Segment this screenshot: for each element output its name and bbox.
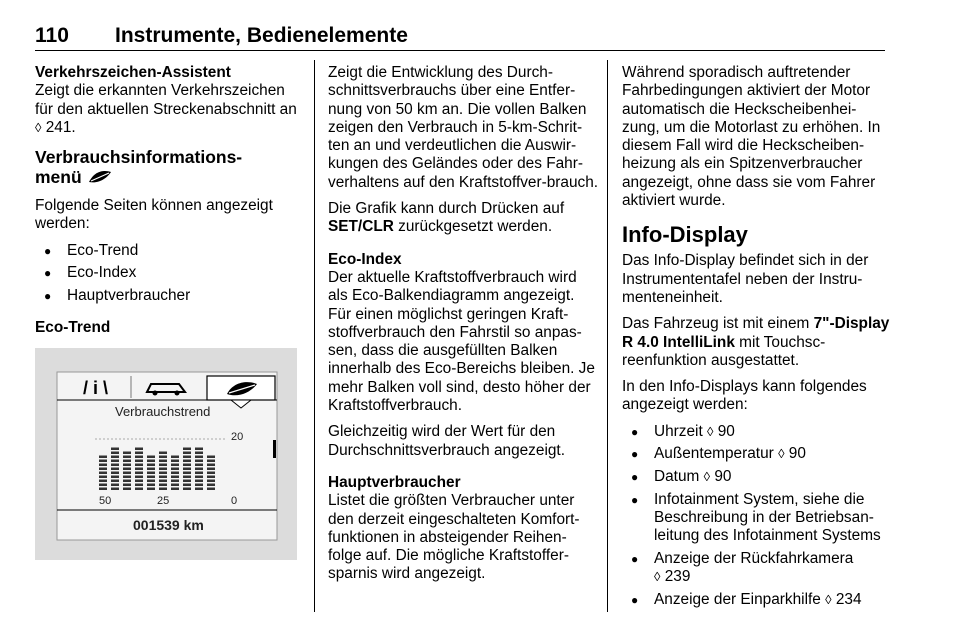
eco-leaf-icon xyxy=(87,168,113,186)
eco-index-description: Der aktuelle Kraftstoffverbrauch wird als Eco-Balkendiagramm angezeigt. Für einen möglichst geringen Kraft-stoffverbrauch den Fahrstil so anpas-sen, dass die ausgefüllten Balken innerhalb des Eco-Bereichs bleiben. Je mehr Balken voll sind, desto höher der Kraftstoffverbrauch. xyxy=(328,268,595,415)
axis-label-50: 50 xyxy=(99,495,112,507)
list-item: ● Außentemperatur ◊ 90 xyxy=(622,445,890,463)
list-item: ● Anzeige der Rückfahrkamera ◊ 239 xyxy=(622,550,890,587)
reference-arrow-icon: ◊ xyxy=(703,468,711,484)
eco-trend-heading: Eco-Trend xyxy=(35,319,111,337)
trend-bar xyxy=(135,448,143,491)
page-reference[interactable]: 234 xyxy=(835,590,862,608)
trend-bar xyxy=(183,448,191,491)
page-reference[interactable]: 90 xyxy=(714,467,732,485)
page-reference[interactable]: 241. xyxy=(45,118,76,136)
list-item: ● Hauptverbraucher xyxy=(35,287,303,305)
page-reference[interactable]: 239 xyxy=(664,568,691,586)
trend-bar xyxy=(111,448,119,491)
menu-intro: Folgende Seiten können angezeigt werden: xyxy=(35,197,273,233)
menu-pages-list xyxy=(35,242,303,305)
column-3 xyxy=(622,64,890,617)
column-1 xyxy=(35,64,303,338)
reference-arrow-icon: ◊ xyxy=(778,446,785,462)
eco-trend-display xyxy=(35,348,297,560)
display-title: Verbrauchstrend xyxy=(115,404,211,419)
info-display-heading: Info-Display xyxy=(622,222,748,248)
main-consumers-heading: Hauptverbraucher xyxy=(328,473,461,491)
main-consumers-description: Listet die größten Verbraucher unter den derzeit eingeschalteten Komfort-funktionen in absteigender Reihen-folge auf. Die mögliche Kraftstoffer-sparnis wird angezeigt. xyxy=(328,492,580,583)
sign-assistant-text: Zeigt die erkannten Verkehrszeichen für den aktuellen Streckenabschnitt an ◊ 241. xyxy=(35,82,297,136)
trend-bar xyxy=(195,448,203,491)
page-number: 110 xyxy=(35,24,69,47)
tab-traffic-sign-icon xyxy=(83,378,108,398)
average-consumption-note: Gleichzeitig wird der Wert für den Durchschnittsverbrauch angezeigt. xyxy=(328,423,565,459)
svg-text:/ i \: / i \ xyxy=(83,378,109,398)
reference-arrow-icon: ◊ xyxy=(35,119,42,135)
reset-instruction: Die Grafik kann durch Drücken auf SET/CLR zurückgesetzt werden. xyxy=(328,200,565,236)
eco-trend-display-figure xyxy=(35,348,297,560)
display-model: 7"-Display R 4.0 IntelliLink xyxy=(622,315,890,351)
page-reference[interactable]: 90 xyxy=(717,422,735,440)
page-reference[interactable]: 90 xyxy=(788,445,806,463)
column-divider-1 xyxy=(314,60,315,612)
trend-bar xyxy=(207,456,215,491)
scroll-indicator xyxy=(273,440,276,458)
column-divider-2 xyxy=(607,60,608,612)
sign-assistant-heading: Verkehrszeichen-Assistent xyxy=(35,64,231,81)
consumption-menu-heading: Verbrauchsinformations- menü xyxy=(35,147,243,188)
trend-bar xyxy=(99,456,107,491)
axis-label-20: 20 xyxy=(231,431,244,443)
page-header xyxy=(35,22,885,51)
list-item: ● Datum ◊ 90 xyxy=(622,468,890,486)
axis-label-25: 25 xyxy=(157,495,170,507)
reference-arrow-icon: ◊ xyxy=(654,569,661,585)
list-item: ● Eco-Trend xyxy=(35,242,303,260)
eco-trend-description: Zeigt die Entwicklung des Durch-schnittsverbrauchs über eine Entfer-nung von 50 km an. Die vollen Balken zeigen den Verbrauch in 5-km-Schrit-ten an und verdeutlichen die Auswir-kungen des Geländes oder des Fahr-verhaltens auf den Kraftstoffver-brauch. xyxy=(328,64,599,191)
set-clr-button-label: SET/CLR xyxy=(328,218,394,236)
list-item: ● Infotainment System, siehe die Beschreibung in der Betriebsan-leitung des Infotainment Systems xyxy=(622,491,890,546)
reference-arrow-icon: ◊ xyxy=(707,423,714,439)
odometer-reading: 001539 km xyxy=(133,517,204,533)
axis-label-0: 0 xyxy=(231,495,238,507)
rear-window-heating-note: Während sporadisch auftretender Fahrbedingungen aktiviert der Motor automatisch die Heckscheibenhei-zung, um die Motorlast zu erhöhen. In diesem Fall wird die Heckscheiben-heizung als ein Spitzenverbraucher angezeigt, ohne dass sie vom Fahrer aktiviert wurde. xyxy=(622,64,881,210)
list-item: ● Anzeige der Einparkhilfe ◊ 234 xyxy=(622,591,890,609)
info-display-intro: In den Info-Displays kann folgendes angezeigt werden: xyxy=(622,378,867,414)
info-display-equipment: Das Fahrzeug ist mit einem 7"-Display R 4.0 IntelliLink mit Touchsc-reenfunktion ausgestattet. xyxy=(622,315,890,369)
list-item: ● Eco-Index xyxy=(35,264,303,282)
info-display-list xyxy=(622,423,890,609)
list-item: ● Uhrzeit ◊ 90 xyxy=(622,423,890,441)
reference-arrow-icon: ◊ xyxy=(825,591,832,607)
column-2 xyxy=(328,64,600,592)
page-title: Instrumente, Bedienelemente xyxy=(115,24,408,47)
info-display-location: Das Info-Display befindet sich in der Instrumententafel neben der Instru-menteneinheit. xyxy=(622,252,869,306)
eco-index-heading: Eco-Index xyxy=(328,250,402,268)
trend-bar xyxy=(147,456,155,491)
trend-bar xyxy=(171,456,179,491)
